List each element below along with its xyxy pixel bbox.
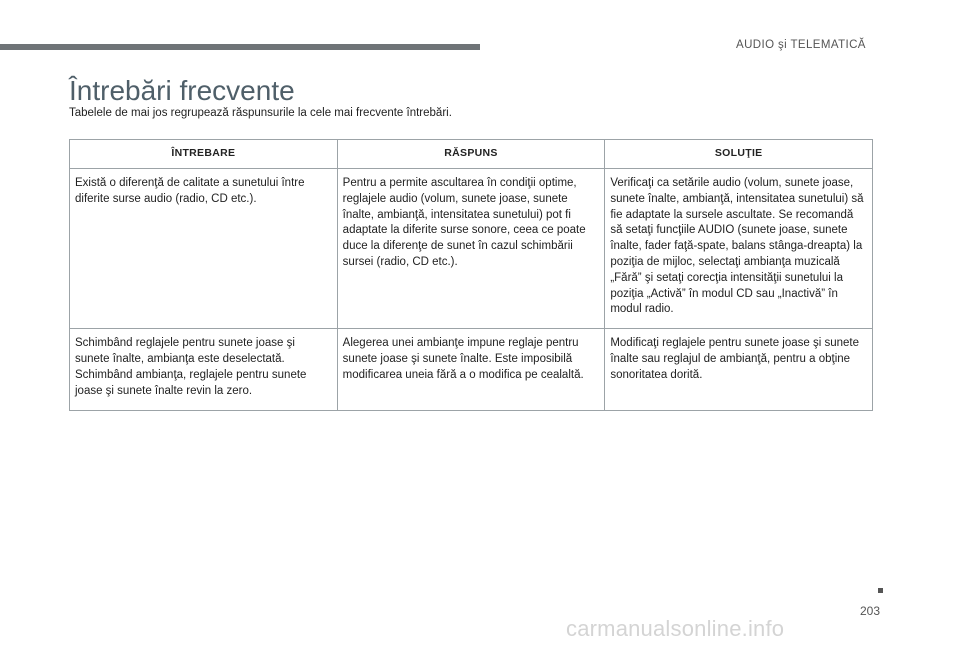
question-cell: Schimbând reglajele pentru sunete joase şi sunete înalte, ambianţa este deselectată. Schimbând ambianţa, reglajele pentru sunete joase şi sunete înalte revin la zero. xyxy=(70,329,338,411)
faq-table xyxy=(69,139,873,411)
column-header-answer: RĂSPUNS xyxy=(337,140,605,169)
answer-cell: Alegerea unei ambianţe impune reglaje pentru sunete joase şi sunete înalte. Este imposibilă modificarea uneia fără a o modifica pe cealaltă. xyxy=(337,329,605,411)
table-row xyxy=(70,169,873,329)
column-header-solution: SOLUŢIE xyxy=(605,140,873,169)
column-header-question: ÎNTREBARE xyxy=(70,140,338,169)
watermark: carmanualsonline.info xyxy=(566,616,785,641)
page-subtitle: Tabelele de mai jos regrupează răspunsurile la cele mai frecvente întrebări. xyxy=(69,107,452,119)
page-number: 203 xyxy=(860,604,881,618)
table-header-row xyxy=(70,140,873,169)
solution-cell: Modificaţi reglajele pentru sunete joase şi sunete înalte sau reglajul de ambianţă, pentru a obţine sonoritatea dorită. xyxy=(605,329,873,411)
section-title: AUDIO şi TELEMATICĂ xyxy=(736,39,866,51)
solution-cell: Verificaţi ca setările audio (volum, sunete joase, sunete înalte, ambianţă, intensitatea sunetului) să fie adaptate la sursele ascultate. Se recomandă să setaţi funcţiile AUDIO (sunete joase, sunete înalte, fader faţă-spate, balans stânga-dreapta) la poziţia de mijloc, selectaţi ambianţa muzicală „Fără” şi setaţi corecţia intensităţii sunetului la poziţia „Activă” în modul CD sau „Inactivă” în modul radio. xyxy=(605,169,873,329)
page-title: Întrebări frecvente xyxy=(69,75,295,106)
header-accent-bar xyxy=(0,44,480,50)
answer-cell: Pentru a permite ascultarea în condiţii optime, reglajele audio (volum, sunete joase, sunete înalte, ambianţă, intensitatea sunetului) pot fi adaptate la diferite surse sonore, ceea ce poate duce la diferenţe de sunet în cazul schimbării sursei (radio, CD etc.). xyxy=(337,169,605,329)
page-marker xyxy=(878,588,883,593)
table-row xyxy=(70,329,873,411)
question-cell: Există o diferenţă de calitate a sunetului între diferite surse audio (radio, CD etc.). xyxy=(70,169,338,329)
